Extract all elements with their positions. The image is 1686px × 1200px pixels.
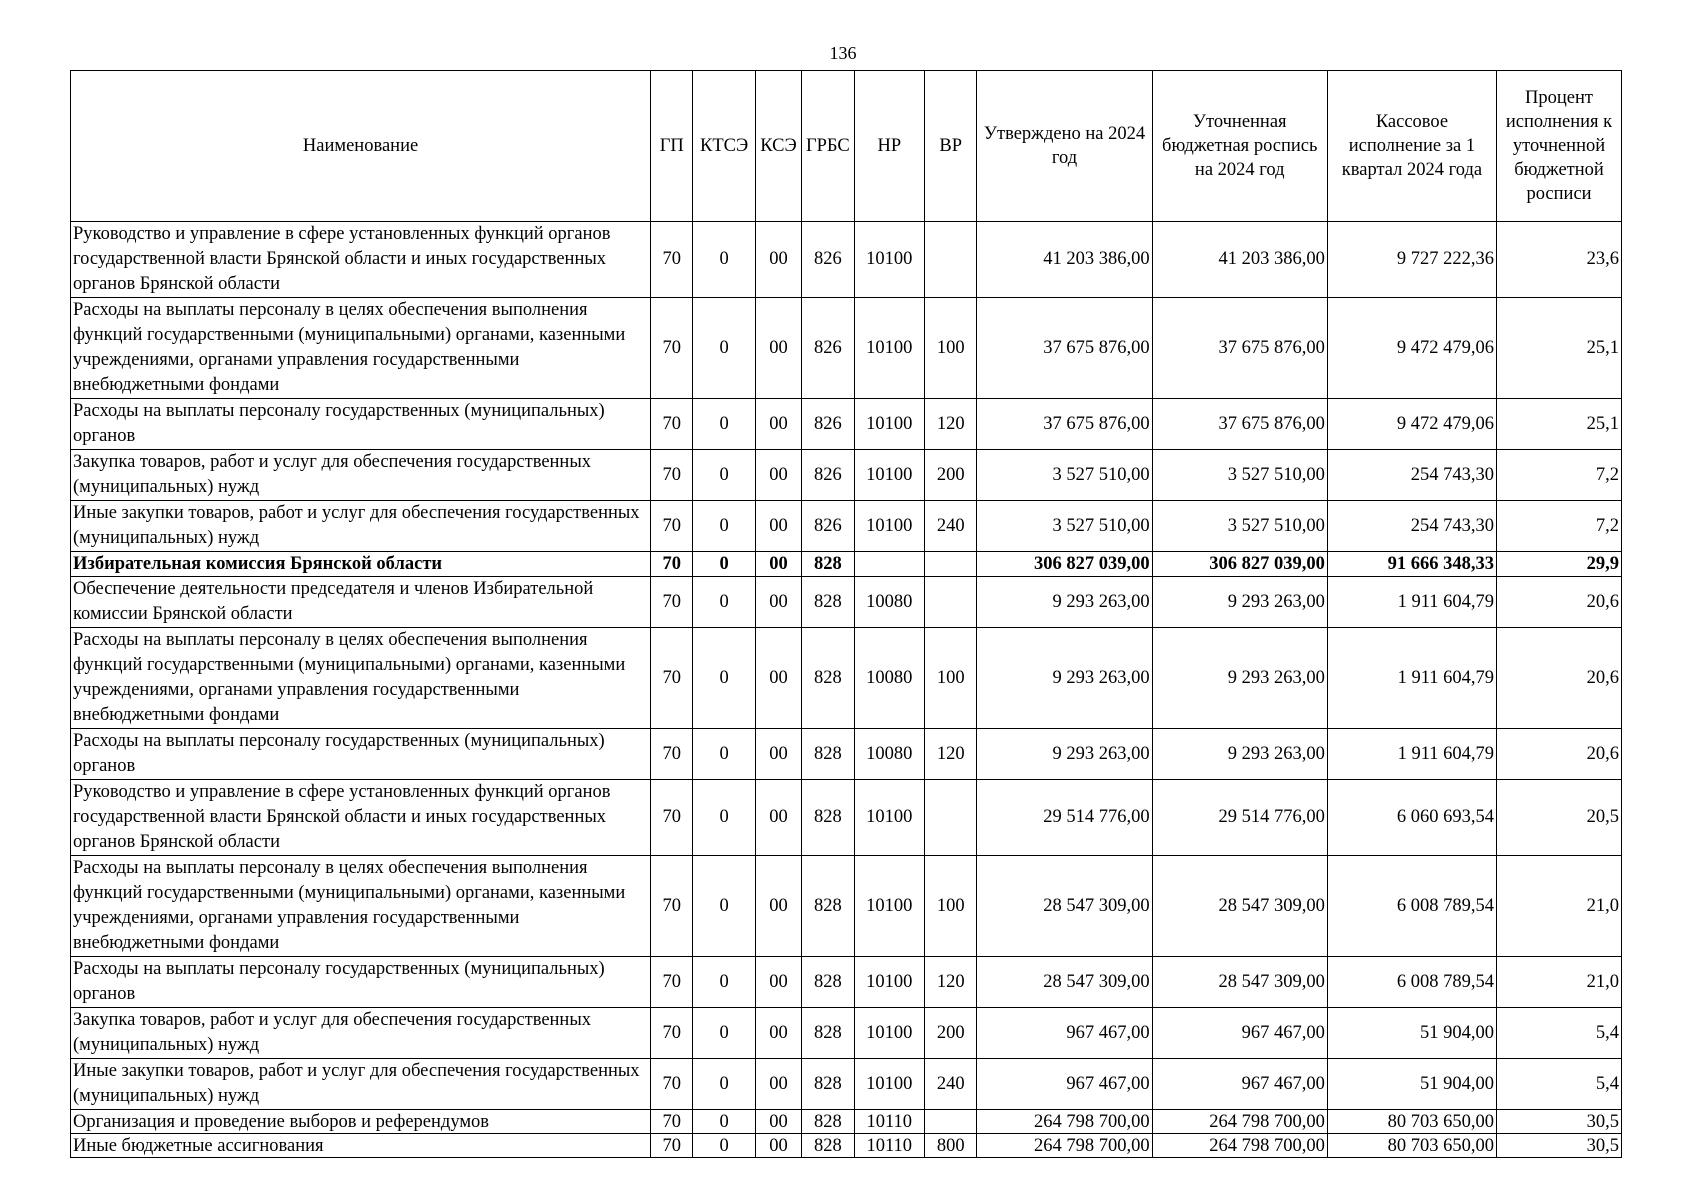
row-name: Расходы на выплаты персоналу в целях обеспечения выполнения функций государственными (муниципальными) органами, казенными учреждениями, органами управления государственными внебюджетными фондами	[71, 298, 651, 399]
row-percent: 25,1	[1497, 298, 1622, 399]
row-nr: 10100	[854, 780, 925, 856]
row-refined: 28 547 309,00	[1152, 957, 1327, 1008]
row-approved: 967 467,00	[977, 1008, 1152, 1059]
row-name: Избирательная комиссия Брянской области	[71, 552, 651, 577]
row-refined: 41 203 386,00	[1152, 222, 1327, 298]
row-cash: 1 911 604,79	[1327, 628, 1496, 729]
row-kse: 00	[755, 577, 801, 628]
row-kse: 00	[755, 222, 801, 298]
row-kse: 00	[755, 1134, 801, 1158]
table-row	[71, 298, 1622, 399]
row-refined: 37 675 876,00	[1152, 298, 1327, 399]
row-refined: 264 798 700,00	[1152, 1110, 1327, 1134]
row-nr: 10080	[854, 577, 925, 628]
row-cash: 9 727 222,36	[1327, 222, 1496, 298]
row-name: Организация и проведение выборов и референдумов	[71, 1110, 651, 1134]
row-refined: 967 467,00	[1152, 1059, 1327, 1110]
row-grbs: 828	[802, 1134, 854, 1158]
row-ktse: 0	[693, 1110, 755, 1134]
row-approved: 9 293 263,00	[977, 577, 1152, 628]
row-grbs: 826	[802, 399, 854, 450]
page-number: 136	[829, 43, 857, 63]
row-kse: 00	[755, 399, 801, 450]
header-ktse: КТСЭ	[693, 71, 755, 222]
row-vr	[925, 552, 977, 577]
table-row	[71, 1110, 1622, 1134]
row-approved: 9 293 263,00	[977, 628, 1152, 729]
row-name: Закупка товаров, работ и услуг для обеспечения государственных (муниципальных) нужд	[71, 450, 651, 501]
row-grbs: 826	[802, 501, 854, 552]
header-name: Наименование	[71, 71, 651, 222]
table-row	[71, 856, 1622, 957]
row-gp: 70	[651, 552, 693, 577]
row-kse: 00	[755, 856, 801, 957]
row-grbs: 828	[802, 552, 854, 577]
row-approved: 37 675 876,00	[977, 399, 1152, 450]
row-percent: 7,2	[1497, 450, 1622, 501]
row-percent: 7,2	[1497, 501, 1622, 552]
row-grbs: 828	[802, 856, 854, 957]
row-gp: 70	[651, 856, 693, 957]
row-gp: 70	[651, 1110, 693, 1134]
row-kse: 00	[755, 1110, 801, 1134]
row-ktse: 0	[693, 577, 755, 628]
row-kse: 00	[755, 628, 801, 729]
row-cash: 6 008 789,54	[1327, 856, 1496, 957]
row-kse: 00	[755, 298, 801, 399]
row-approved: 28 547 309,00	[977, 957, 1152, 1008]
row-approved: 37 675 876,00	[977, 298, 1152, 399]
row-vr: 120	[925, 729, 977, 780]
row-approved: 967 467,00	[977, 1059, 1152, 1110]
row-name: Руководство и управление в сфере установленных функций органов государственной власти Брянской области и иных государственных органов Брянской области	[71, 780, 651, 856]
row-grbs: 828	[802, 780, 854, 856]
row-percent: 20,6	[1497, 729, 1622, 780]
table-row	[71, 729, 1622, 780]
row-gp: 70	[651, 780, 693, 856]
row-percent: 21,0	[1497, 957, 1622, 1008]
row-cash: 254 743,30	[1327, 450, 1496, 501]
row-vr: 240	[925, 501, 977, 552]
row-gp: 70	[651, 1059, 693, 1110]
row-name: Расходы на выплаты персоналу государственных (муниципальных) органов	[71, 399, 651, 450]
row-cash: 9 472 479,06	[1327, 298, 1496, 399]
row-approved: 3 527 510,00	[977, 501, 1152, 552]
row-refined: 9 293 263,00	[1152, 628, 1327, 729]
row-approved: 3 527 510,00	[977, 450, 1152, 501]
row-grbs: 828	[802, 1008, 854, 1059]
row-nr: 10100	[854, 1059, 925, 1110]
row-cash: 6 008 789,54	[1327, 957, 1496, 1008]
row-nr: 10100	[854, 957, 925, 1008]
row-vr	[925, 222, 977, 298]
table-row	[71, 1134, 1622, 1158]
row-gp: 70	[651, 957, 693, 1008]
row-vr: 120	[925, 399, 977, 450]
row-cash: 6 060 693,54	[1327, 780, 1496, 856]
row-percent: 21,0	[1497, 856, 1622, 957]
table-row	[71, 1059, 1622, 1110]
table-row	[71, 577, 1622, 628]
row-vr	[925, 577, 977, 628]
row-refined: 264 798 700,00	[1152, 1134, 1327, 1158]
row-vr: 240	[925, 1059, 977, 1110]
row-percent: 5,4	[1497, 1008, 1622, 1059]
row-percent: 20,5	[1497, 780, 1622, 856]
row-percent: 23,6	[1497, 222, 1622, 298]
row-name: Закупка товаров, работ и услуг для обеспечения государственных (муниципальных) нужд	[71, 1008, 651, 1059]
row-nr: 10100	[854, 450, 925, 501]
row-nr: 10100	[854, 222, 925, 298]
row-kse: 00	[755, 450, 801, 501]
row-grbs: 828	[802, 628, 854, 729]
budget-table	[70, 70, 1622, 1158]
row-ktse: 0	[693, 957, 755, 1008]
row-nr: 10100	[854, 1008, 925, 1059]
table-row	[71, 222, 1622, 298]
row-gp: 70	[651, 1134, 693, 1158]
row-approved: 264 798 700,00	[977, 1134, 1152, 1158]
row-ktse: 0	[693, 1008, 755, 1059]
row-grbs: 828	[802, 957, 854, 1008]
row-percent: 30,5	[1497, 1110, 1622, 1134]
row-grbs: 828	[802, 729, 854, 780]
row-cash: 80 703 650,00	[1327, 1110, 1496, 1134]
row-refined: 3 527 510,00	[1152, 450, 1327, 501]
row-name: Расходы на выплаты персоналу государственных (муниципальных) органов	[71, 729, 651, 780]
row-percent: 5,4	[1497, 1059, 1622, 1110]
row-cash: 254 743,30	[1327, 501, 1496, 552]
header-refined: Уточненная бюджетная роспись на 2024 год	[1152, 71, 1327, 222]
row-ktse: 0	[693, 222, 755, 298]
row-approved: 29 514 776,00	[977, 780, 1152, 856]
row-kse: 00	[755, 957, 801, 1008]
header-row	[71, 71, 1622, 222]
row-nr: 10110	[854, 1134, 925, 1158]
header-gp: ГП	[651, 71, 693, 222]
table-row	[71, 780, 1622, 856]
row-refined: 28 547 309,00	[1152, 856, 1327, 957]
header-nr: НР	[854, 71, 925, 222]
row-nr: 10100	[854, 399, 925, 450]
row-ktse: 0	[693, 298, 755, 399]
row-ktse: 0	[693, 399, 755, 450]
row-refined: 29 514 776,00	[1152, 780, 1327, 856]
row-kse: 00	[755, 552, 801, 577]
row-kse: 00	[755, 501, 801, 552]
row-kse: 00	[755, 1059, 801, 1110]
row-gp: 70	[651, 501, 693, 552]
row-grbs: 828	[802, 1059, 854, 1110]
row-approved: 41 203 386,00	[977, 222, 1152, 298]
header-grbs: ГРБС	[802, 71, 854, 222]
row-vr	[925, 1110, 977, 1134]
row-name: Расходы на выплаты персоналу в целях обеспечения выполнения функций государственными (муниципальными) органами, казенными учреждениями, органами управления государственными внебюджетными фондами	[71, 856, 651, 957]
row-percent: 25,1	[1497, 399, 1622, 450]
row-refined: 967 467,00	[1152, 1008, 1327, 1059]
row-nr: 10100	[854, 856, 925, 957]
row-percent: 20,6	[1497, 628, 1622, 729]
table-row	[71, 957, 1622, 1008]
header-kse: КСЭ	[755, 71, 801, 222]
row-grbs: 826	[802, 450, 854, 501]
row-name: Иные бюджетные ассигнования	[71, 1134, 651, 1158]
row-ktse: 0	[693, 501, 755, 552]
row-gp: 70	[651, 729, 693, 780]
row-percent: 20,6	[1497, 577, 1622, 628]
row-cash: 9 472 479,06	[1327, 399, 1496, 450]
row-refined: 9 293 263,00	[1152, 577, 1327, 628]
row-kse: 00	[755, 729, 801, 780]
header-approved: Утверждено на 2024 год	[977, 71, 1152, 222]
row-approved: 9 293 263,00	[977, 729, 1152, 780]
row-refined: 37 675 876,00	[1152, 399, 1327, 450]
row-grbs: 826	[802, 298, 854, 399]
row-refined: 306 827 039,00	[1152, 552, 1327, 577]
row-grbs: 828	[802, 1110, 854, 1134]
row-approved: 264 798 700,00	[977, 1110, 1152, 1134]
row-name: Иные закупки товаров, работ и услуг для обеспечения государственных (муниципальных) нужд	[71, 1059, 651, 1110]
table-row	[71, 628, 1622, 729]
row-gp: 70	[651, 628, 693, 729]
row-cash: 51 904,00	[1327, 1008, 1496, 1059]
row-cash: 51 904,00	[1327, 1059, 1496, 1110]
row-refined: 3 527 510,00	[1152, 501, 1327, 552]
row-name: Обеспечение деятельности председателя и членов Избирательной комиссии Брянской области	[71, 577, 651, 628]
row-gp: 70	[651, 222, 693, 298]
row-gp: 70	[651, 577, 693, 628]
row-ktse: 0	[693, 1059, 755, 1110]
row-approved: 306 827 039,00	[977, 552, 1152, 577]
header-cash: Кассовое исполнение за 1 квартал 2024 года	[1327, 71, 1496, 222]
row-vr	[925, 780, 977, 856]
row-gp: 70	[651, 1008, 693, 1059]
row-vr: 120	[925, 957, 977, 1008]
row-nr: 10100	[854, 298, 925, 399]
row-ktse: 0	[693, 628, 755, 729]
row-nr: 10080	[854, 729, 925, 780]
table-row	[71, 399, 1622, 450]
row-grbs: 828	[802, 577, 854, 628]
row-ktse: 0	[693, 856, 755, 957]
row-percent: 30,5	[1497, 1134, 1622, 1158]
row-cash: 80 703 650,00	[1327, 1134, 1496, 1158]
row-vr: 200	[925, 450, 977, 501]
row-approved: 28 547 309,00	[977, 856, 1152, 957]
row-ktse: 0	[693, 780, 755, 856]
row-vr: 100	[925, 298, 977, 399]
row-cash: 1 911 604,79	[1327, 577, 1496, 628]
row-name: Иные закупки товаров, работ и услуг для обеспечения государственных (муниципальных) нужд	[71, 501, 651, 552]
row-nr: 10110	[854, 1110, 925, 1134]
row-gp: 70	[651, 450, 693, 501]
row-cash: 91 666 348,33	[1327, 552, 1496, 577]
row-ktse: 0	[693, 1134, 755, 1158]
table-row	[71, 501, 1622, 552]
row-kse: 00	[755, 1008, 801, 1059]
row-refined: 9 293 263,00	[1152, 729, 1327, 780]
row-nr: 10100	[854, 501, 925, 552]
row-gp: 70	[651, 298, 693, 399]
row-vr: 800	[925, 1134, 977, 1158]
row-vr: 100	[925, 856, 977, 957]
row-name: Руководство и управление в сфере установленных функций органов государственной власти Брянской области и иных государственных органов Брянской области	[71, 222, 651, 298]
row-name: Расходы на выплаты персоналу государственных (муниципальных) органов	[71, 957, 651, 1008]
row-vr: 100	[925, 628, 977, 729]
row-ktse: 0	[693, 450, 755, 501]
table-row	[71, 1008, 1622, 1059]
row-nr	[854, 552, 925, 577]
row-grbs: 826	[802, 222, 854, 298]
table-row-section	[71, 552, 1622, 577]
row-gp: 70	[651, 399, 693, 450]
row-cash: 1 911 604,79	[1327, 729, 1496, 780]
header-percent: Процент исполнения к уточненной бюджетной росписи	[1497, 71, 1622, 222]
header-vr: ВР	[925, 71, 977, 222]
row-ktse: 0	[693, 729, 755, 780]
row-vr: 200	[925, 1008, 977, 1059]
row-name: Расходы на выплаты персоналу в целях обеспечения выполнения функций государственными (муниципальными) органами, казенными учреждениями, органами управления государственными внебюджетными фондами	[71, 628, 651, 729]
row-ktse: 0	[693, 552, 755, 577]
table-row	[71, 450, 1622, 501]
row-percent: 29,9	[1497, 552, 1622, 577]
row-kse: 00	[755, 780, 801, 856]
row-nr: 10080	[854, 628, 925, 729]
